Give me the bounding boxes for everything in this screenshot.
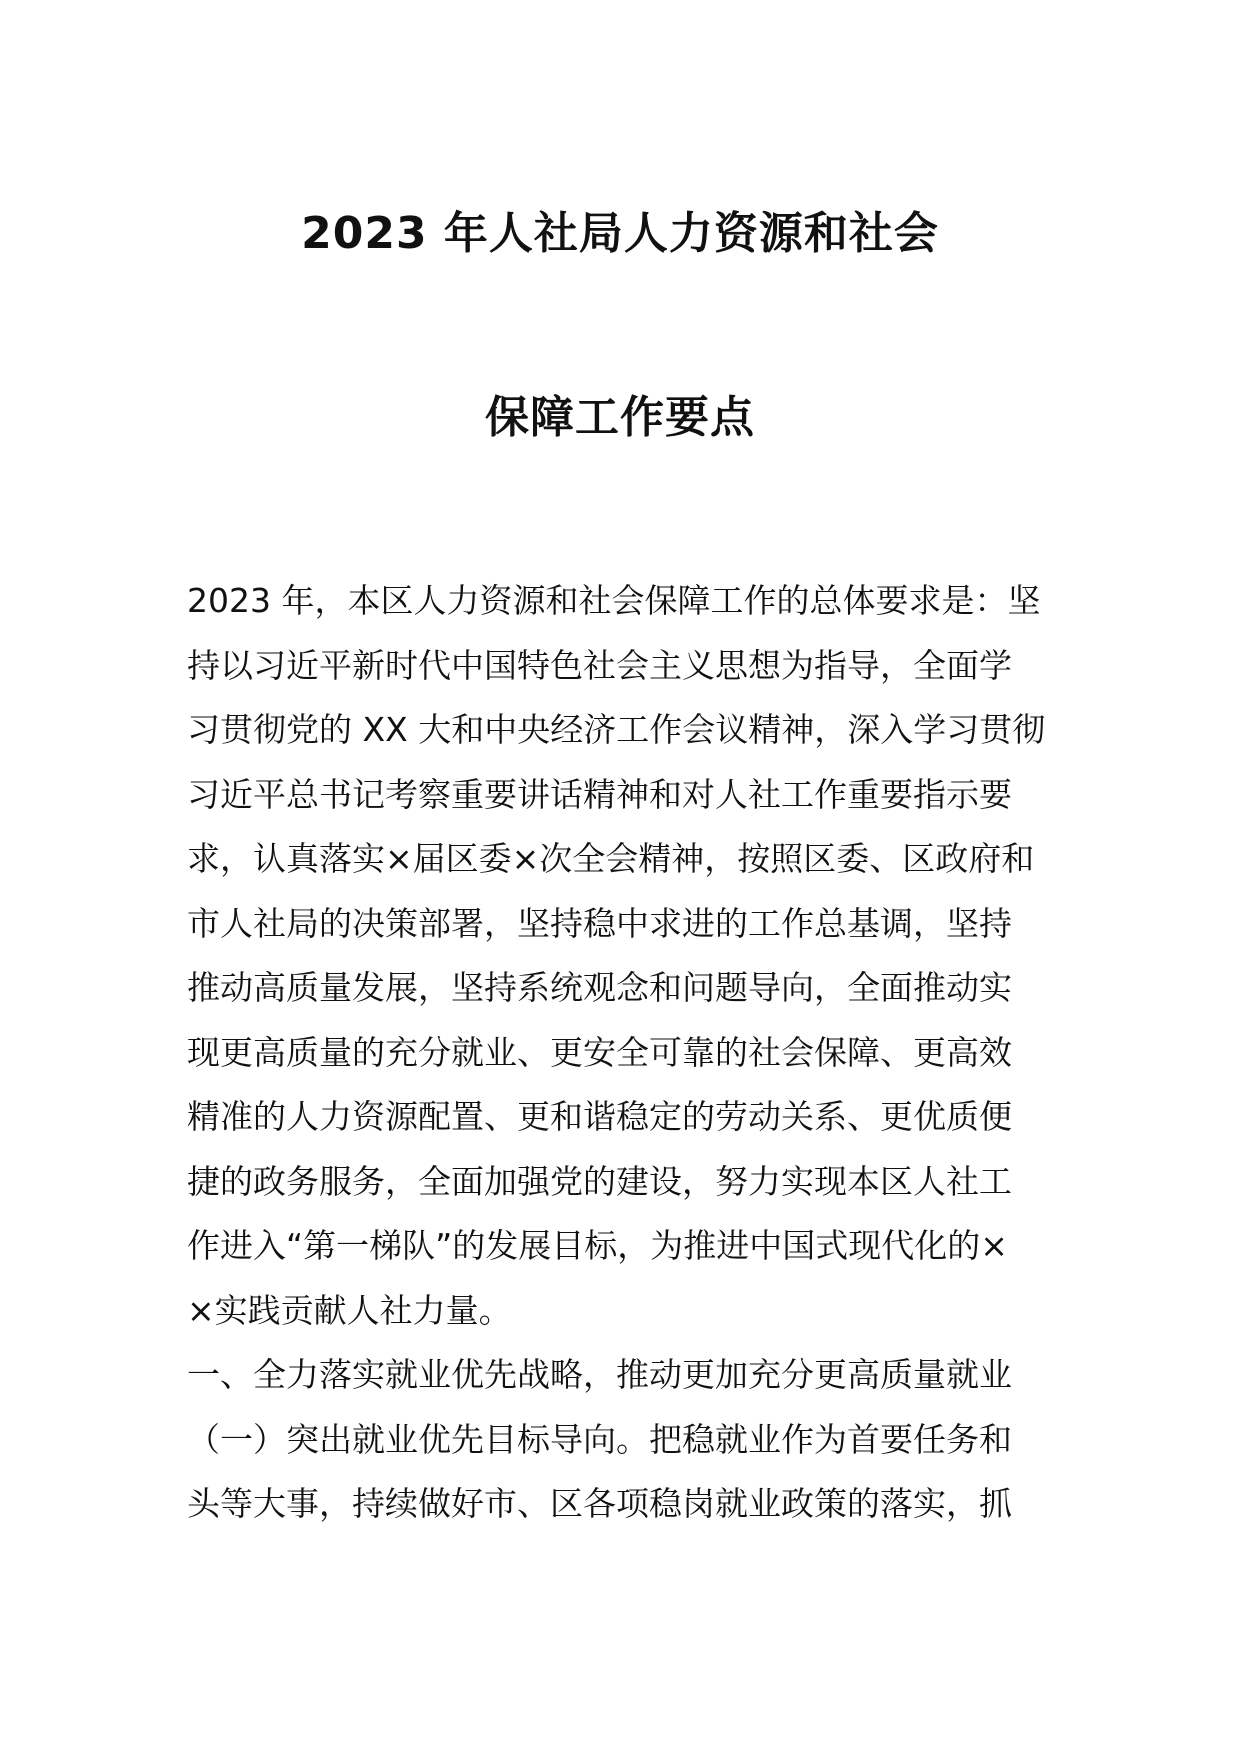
body-line-2: 持以习近平新时代中国特色社会主义思想为指导，全面学 xyxy=(187,645,1012,685)
body-line-12: ×实践贡献人社力量。 xyxy=(187,1290,512,1330)
document-title-line-2: 保障工作要点 xyxy=(485,392,755,443)
body-line-6: 市人社局的决策部署，坚持稳中求进的工作总基调，坚持 xyxy=(187,903,1012,943)
subsection-line-2: 头等大事，持续做好市、区各项稳岗就业政策的落实，抓 xyxy=(187,1484,1012,1523)
body-line-4: 习近平总书记考察重要讲话精神和对人社工作重要指示要 xyxy=(187,774,1012,814)
body-line-5: 求，认真落实×届区委×次全会精神，按照区委、区政府和 xyxy=(187,839,1035,878)
body-line-3: 习贯彻党的 XX 大和中央经济工作会议精神，深入学习贯彻 xyxy=(187,710,1046,749)
section-heading-1: 一、全力落实就业优先战略，推动更加充分更高质量就业 xyxy=(187,1355,1012,1394)
body-line-7: 推动高质量发展，坚持系统观念和问题导向，全面推动实 xyxy=(187,968,1012,1007)
body-line-10: 捷的政务服务，全面加强党的建设，努力实现本区人社工 xyxy=(187,1161,1012,1201)
body-line-11: 作进入“第一梯队”的发展目标，为推进中国式现代化的× xyxy=(187,1226,1008,1265)
body-line-1: 2023 年，本区人力资源和社会保障工作的总体要求是：坚 xyxy=(187,581,1041,620)
body-line-8: 现更高质量的充分就业、更安全可靠的社会保障、更高效 xyxy=(187,1032,1012,1072)
body-line-9: 精准的人力资源配置、更和谐稳定的劳动关系、更优质便 xyxy=(187,1097,1012,1136)
document-title-line-1: 2023 年人社局人力资源和社会 xyxy=(301,208,939,259)
document-body xyxy=(187,569,1057,1537)
subsection-line-1: （一）突出就业优先目标导向。把稳就业作为首要任务和 xyxy=(187,1419,1012,1459)
